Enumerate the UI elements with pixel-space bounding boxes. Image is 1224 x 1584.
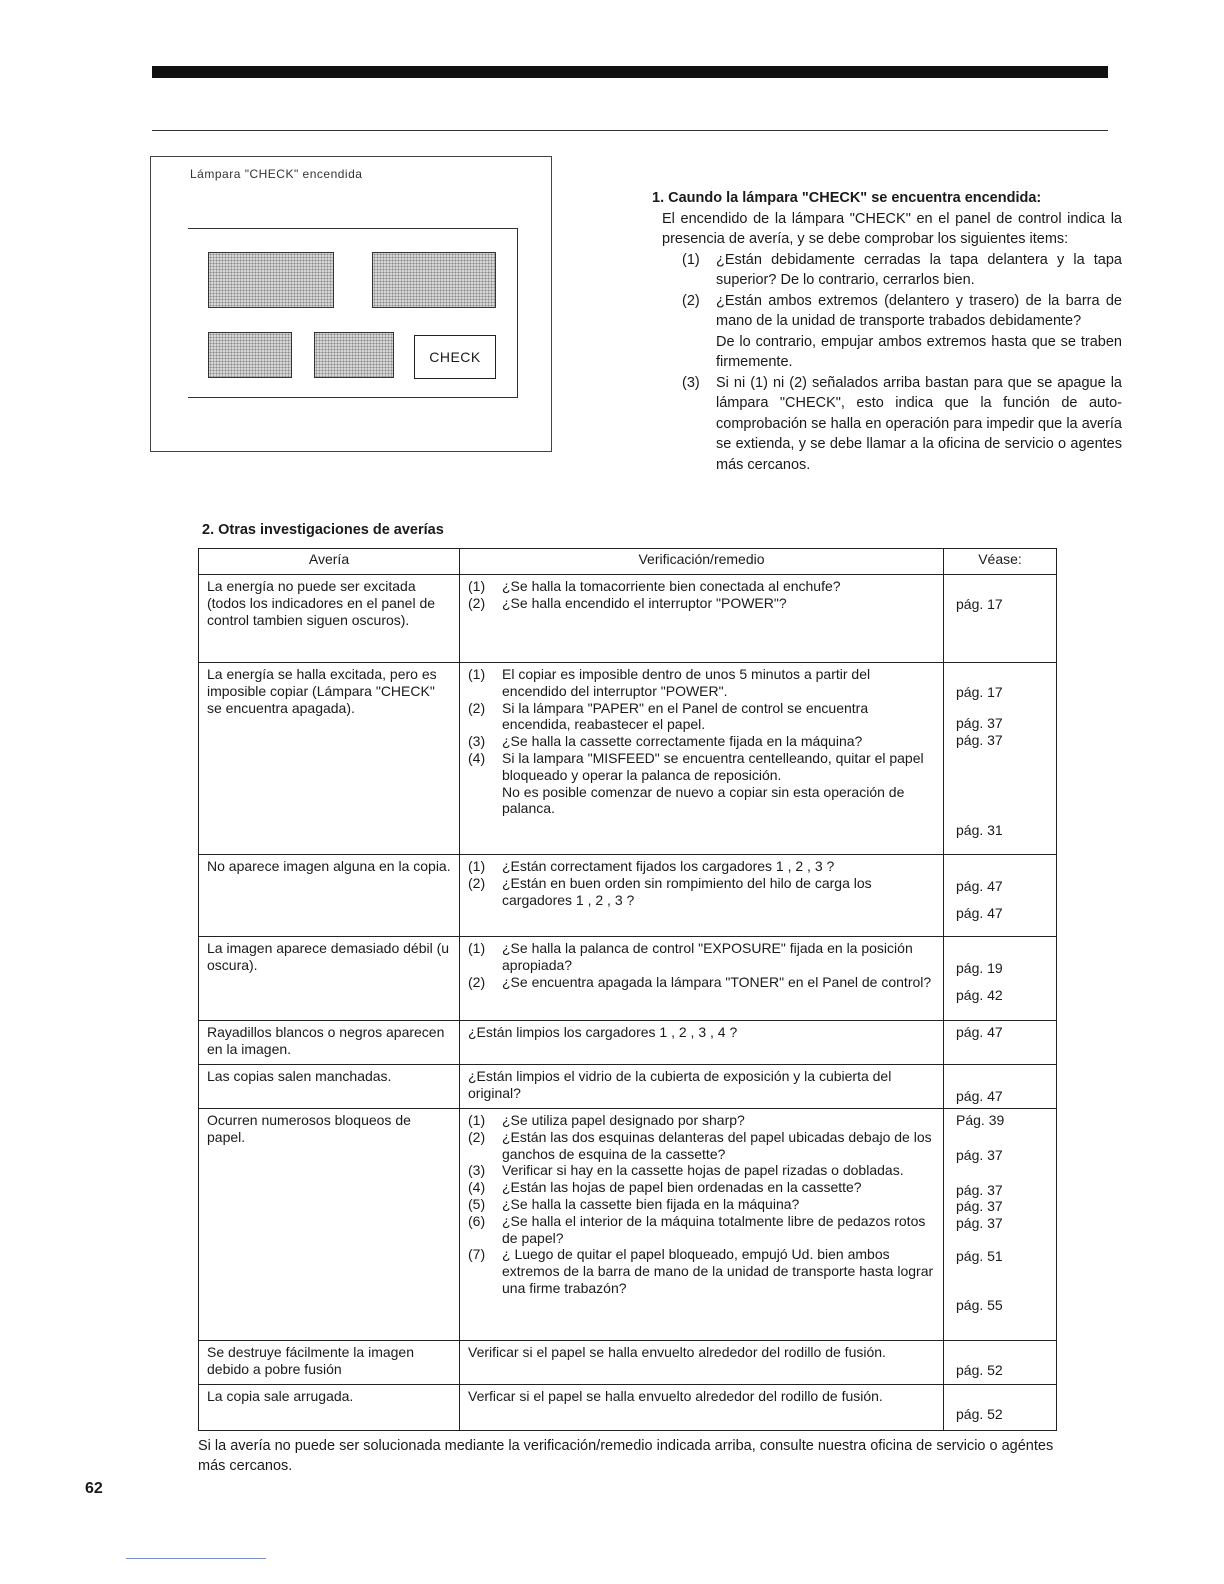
item-text: ¿ Luego de quitar el papel bloqueado, empujó Ud. bien ambos extremos de la barra de mano de la unidad de transporte hasta lograr una firme trabazón? <box>502 1246 934 1296</box>
item-text: Si ni (1) ni (2) señalados arriba bastan para que se apague la lámpara "CHECK", esto indica que la función de auto-comprobación se halla en operación para impedir que la avería se extienda, y se debe llamar a la oficina de servicio o agentes más cercanos. <box>716 374 1122 473</box>
bottom-decorative-line <box>126 1558 266 1559</box>
page-ref: pág. 52 <box>956 1362 1003 1378</box>
table-row <box>199 1109 1057 1341</box>
troubleshooting-table <box>198 548 1057 1431</box>
section-1-body: El encendido de la lámpara "CHECK" en el panel de control indica la presencia de avería, y se debe comprobar los siguientes items: <box>662 210 1122 247</box>
page-ref: pág. 47 <box>956 904 1003 921</box>
item-text: Si la lampara "MISFEED" se encuentra centelleando, quitar el papel bloqueado y operar la palanca de reposición. <box>502 749 924 783</box>
item-text: ¿Están correctament fijados los cargadores 1 , 2 , 3 ? <box>502 858 835 874</box>
item-text: ¿Se halla la palanca de control "EXPOSURE" fijada en la posición apropiada? <box>502 940 913 973</box>
page-ref: pág. 47 <box>956 878 1003 894</box>
top-thin-rule <box>152 130 1108 131</box>
item-number: (2) <box>468 699 486 716</box>
table-row <box>199 575 1057 663</box>
item-text: ¿Se halla el interior de la máquina totalmente libre de pedazos rotos de papel? <box>502 1212 926 1246</box>
item-text: ¿Se utiliza papel designado por sharp? <box>502 1112 745 1128</box>
remedy-cell <box>460 937 944 1021</box>
item-text: El copiar es imposible dentro de unos 5 minutos a partir del encendido del interruptor "POWER". <box>502 666 871 699</box>
item-text: Verificar si hay en la cassette hojas de papel rizadas o dobladas. <box>502 1162 904 1179</box>
item-text: ¿Están las hojas de papel bien ordenadas en la cassette? <box>502 1179 862 1196</box>
item-text: ¿Se halla la tomacorriente bien conectada al enchufe? <box>502 578 841 594</box>
page-ref: pág. 31 <box>956 822 1003 839</box>
page-cell <box>944 937 1057 1021</box>
item-number: (1) <box>468 940 486 956</box>
item-number: (3) <box>682 374 700 391</box>
item-text: ¿Se encuentra apagada la lámpara "TONER" en el Panel de control? <box>502 973 932 990</box>
page-cell <box>944 855 1057 937</box>
item-text: Si la lámpara "PAPER" en el Panel de control se encuentra encendida, reabastecer el papel. <box>502 699 869 733</box>
page-ref: pág. 51 <box>956 1247 1003 1264</box>
top-heavy-rule <box>152 66 1108 78</box>
item-number: (2) <box>468 973 486 990</box>
page-ref: pág. 42 <box>956 986 1003 1003</box>
fault-cell: La imagen aparece demasiado débil (u oscura). <box>199 937 460 1021</box>
item-text: ¿Se halla encendido el interruptor "POWER"? <box>502 594 787 611</box>
page-ref: pág. 37 <box>956 1198 1003 1215</box>
item-number: (6) <box>468 1212 486 1229</box>
panel-caption: Lámpara "CHECK" encendida <box>190 167 363 181</box>
item-number: (2) <box>468 874 486 891</box>
footnote: Si la avería no puede ser solucionada mediante la verificación/remedio indicada arriba, consulte nuestra oficina de servicio o agéntes más cercanos. <box>198 1438 1054 1474</box>
indicator-lamp-illustration <box>208 252 334 308</box>
page-ref: pág. 37 <box>956 1146 1003 1163</box>
table-row <box>199 937 1057 1021</box>
table-row <box>199 1021 1057 1065</box>
check-lamp-label: CHECK <box>429 349 481 365</box>
item-number: (3) <box>468 1162 486 1179</box>
item-continuation: De lo contrario, empujar ambos extremos hasta que se traben firmemente. <box>716 333 1122 370</box>
item-number: (2) <box>468 1128 486 1145</box>
table-row <box>199 663 1057 855</box>
item-number: (7) <box>468 1246 486 1263</box>
page-ref: pág. 17 <box>956 596 1003 612</box>
header-see: Véase: <box>944 549 1057 575</box>
page-cell <box>944 663 1057 855</box>
indicator-lamp-illustration <box>208 332 292 378</box>
item-number: (2) <box>468 594 486 611</box>
section-1-item <box>652 291 1122 332</box>
section-1-item <box>652 373 1122 476</box>
page-ref: pág. 17 <box>956 684 1003 700</box>
fault-cell: La energía no puede ser excitada (todos los indicadores en el panel de control tambien siguen oscuros). <box>199 575 460 663</box>
fault-cell: Ocurren numerosos bloqueos de papel. <box>199 1109 460 1341</box>
item-number: (4) <box>468 749 486 766</box>
page-cell <box>944 1341 1057 1385</box>
fault-cell: La energía se halla excitada, pero es imposible copiar (Lámpara "CHECK" se encuentra apagada). <box>199 663 460 855</box>
page-ref: pág. 37 <box>956 714 1003 731</box>
item-text: ¿Se halla la cassette bien fijada en la máquina? <box>502 1195 800 1212</box>
check-lamp-illustration <box>414 335 496 379</box>
remedy-cell: ¿Están limpios el vidrio de la cubierta de exposición y la cubierta del original? <box>460 1065 944 1109</box>
item-number: (5) <box>468 1195 486 1212</box>
section-1 <box>652 188 1122 475</box>
page-cell <box>944 575 1057 663</box>
page-ref: Pág. 39 <box>956 1112 1005 1128</box>
page-number: 62 <box>85 1480 103 1497</box>
item-text: ¿Están en buen orden sin rompimiento del hilo de carga los cargadores 1 , 2 , 3 ? <box>502 874 872 908</box>
page-cell <box>944 1385 1057 1431</box>
section-1-item <box>652 250 1122 291</box>
fault-cell: La copia sale arrugada. <box>199 1385 460 1431</box>
remedy-cell: ¿Están limpios los cargadores 1 , 2 , 3 , 4 ? <box>460 1021 944 1065</box>
remedy-cell <box>460 663 944 855</box>
item-number: (1) <box>468 666 486 682</box>
page-ref: pág. 19 <box>956 960 1003 976</box>
item-text: ¿Están las dos esquinas delanteras del papel ubicadas debajo de los ganchos de esquina de la cassette? <box>502 1128 932 1162</box>
item-text: ¿Están debidamente cerradas la tapa delantera y la tapa superior? De lo contrario, cerrarlos bien. <box>716 251 1122 288</box>
header-remedy: Verificación/remedio <box>460 549 944 575</box>
page-ref: pág. 47 <box>956 1024 1003 1040</box>
fault-cell: Se destruye fácilmente la imagen debido a pobre fusión <box>199 1341 460 1385</box>
item-text: ¿Se halla la cassette correctamente fijada en la máquina? <box>502 733 863 750</box>
page-ref: pág. 52 <box>956 1406 1003 1422</box>
page-cell <box>944 1109 1057 1341</box>
page-ref: pág. 37 <box>956 1181 1003 1198</box>
remedy-cell: Verficar si el papel se halla envuelto alrededor del rodillo de fusión. <box>460 1385 944 1431</box>
fault-cell: Las copias salen manchadas. <box>199 1065 460 1109</box>
page-ref: pág. 37 <box>956 1215 1003 1232</box>
item-number: (3) <box>468 733 486 750</box>
item-number: (2) <box>682 292 700 309</box>
item-number: (4) <box>468 1179 486 1196</box>
section-1-heading: 1. Caundo la lámpara "CHECK" se encuentra encendida: <box>652 190 1042 206</box>
table-header-row <box>199 549 1057 575</box>
page-cell <box>944 1021 1057 1065</box>
item-note: No es posible comenzar de nuevo a copiar sin esta operación de palanca. <box>502 783 905 817</box>
remedy-cell <box>460 855 944 937</box>
fault-cell: No aparece imagen alguna en la copia. <box>199 855 460 937</box>
item-number: (1) <box>468 578 486 594</box>
remedy-cell <box>460 575 944 663</box>
remedy-cell <box>460 1109 944 1341</box>
indicator-lamp-illustration <box>372 252 496 308</box>
table-row <box>199 1385 1057 1431</box>
table-row <box>199 1341 1057 1385</box>
indicator-lamp-illustration <box>314 332 394 378</box>
section-2-heading: 2. Otras investigaciones de averías <box>202 522 444 538</box>
page-ref: pág. 55 <box>956 1296 1003 1313</box>
item-number: (1) <box>682 251 700 268</box>
item-number: (1) <box>468 858 486 874</box>
table-row <box>199 1065 1057 1109</box>
page-ref: pág. 37 <box>956 731 1003 748</box>
item-number: (1) <box>468 1112 486 1128</box>
page-ref: pág. 47 <box>956 1088 1003 1104</box>
remedy-cell: Verificar si el papel se halla envuelto alrededor del rodillo de fusión. <box>460 1341 944 1385</box>
page-cell <box>944 1065 1057 1109</box>
table-row <box>199 855 1057 937</box>
fault-cell: Rayadillos blancos o negros aparecen en la imagen. <box>199 1021 460 1065</box>
item-text: ¿Están ambos extremos (delantero y trasero) de la barra de mano de la unidad de transporte trabados debidamente? <box>716 292 1122 329</box>
header-fault: Avería <box>199 549 460 575</box>
